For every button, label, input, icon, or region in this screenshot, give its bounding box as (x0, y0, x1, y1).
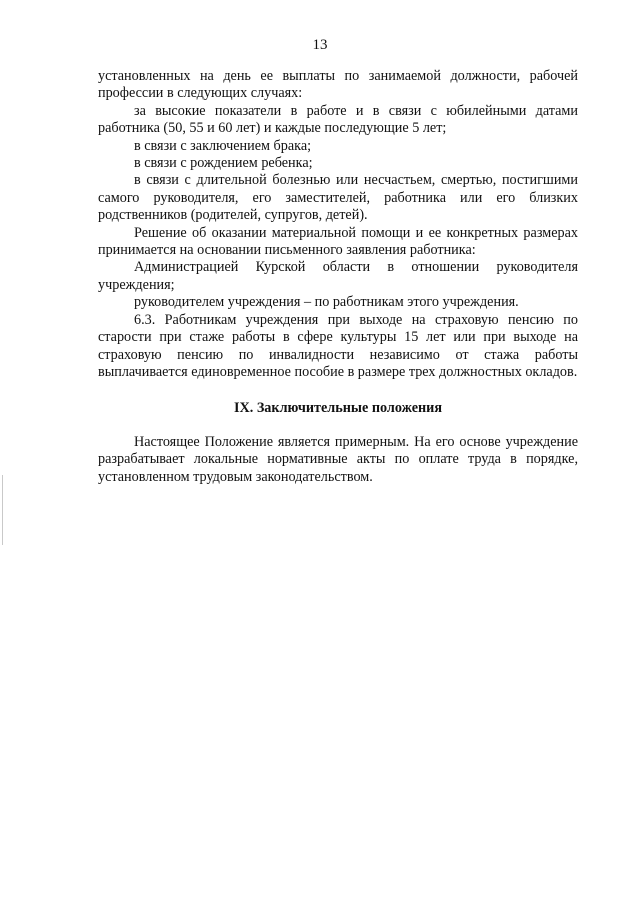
paragraph-decision: Решение об оказании материальной помощи и ее конкретных размерах принимается на основании письменного заявления работника: (98, 224, 578, 259)
paragraph-continuation: установленных на день ее выплаты по занимаемой должности, рабочей профессии в следующих случаях: (98, 68, 578, 102)
paragraph-illness: в связи с длительной болезнью или несчастьем, смертью, постигшими самого руководителя, его заместителей, работника или его близких родственников (родителей, супругов, детей). (98, 172, 578, 224)
paragraph-anniversary: за высокие показатели в работе и в связи с юбилейными датами работника (50, 55 и 60 лет) и каждые последующие 5 лет; (98, 102, 578, 137)
paragraph-administration: Администрацией Курской области в отношении руководителя учреждения; (98, 259, 578, 293)
document-body (98, 68, 578, 486)
section-heading: IX. Заключительные положения (233, 400, 443, 417)
scan-edge-line (2, 475, 3, 545)
page-number: 13 (312, 37, 328, 53)
paragraph-marriage: в связи с заключением брака; (134, 137, 312, 154)
paragraph-head-of-institution: руководителем учреждения – по работникам этого учреждения. (134, 294, 519, 311)
paragraph-6-3-pension: 6.3. Работникам учреждения при выходе на страховую пенсию по старости при стаже работы в сфере культуры 15 лет или при выходе на страховую пенсию по инвалидности независимо от стажа работы выплачивается единовременное пособие в размере трех должностных окладов. (98, 311, 578, 380)
paragraph-childbirth: в связи с рождением ребенка; (134, 155, 313, 172)
paragraph-final: Настоящее Положение является примерным. На его основе учреждение разрабатывает локальные нормативные акты по оплате труда в порядке, установленном трудовым законодательством. (98, 433, 578, 485)
